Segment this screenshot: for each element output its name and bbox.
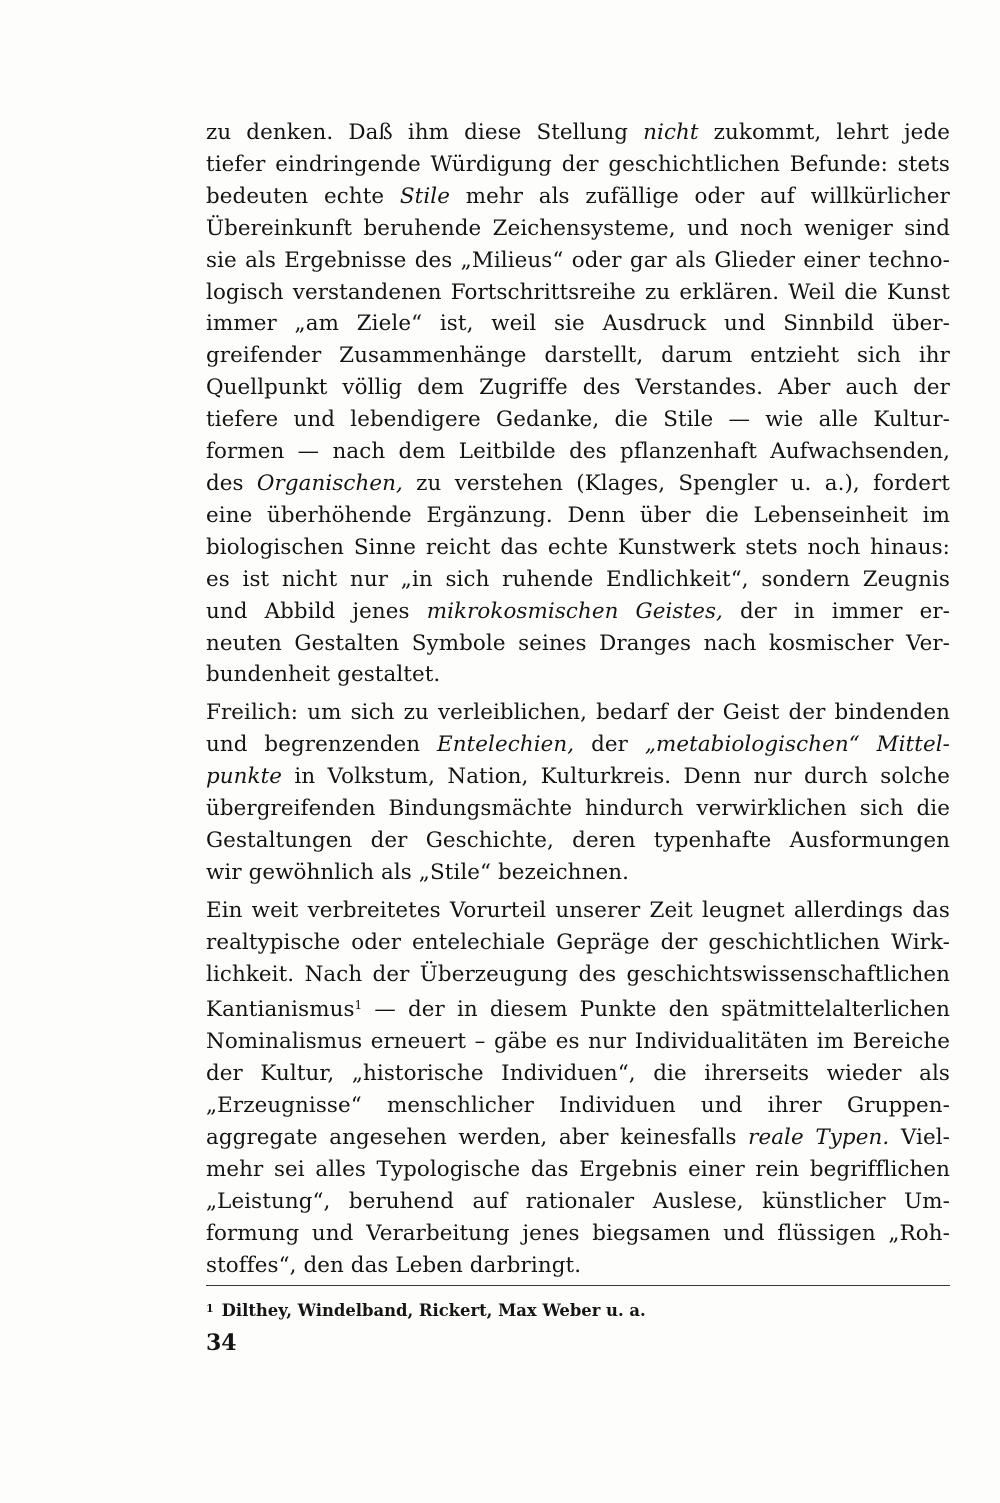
text-line xyxy=(206,793,950,825)
text-segment: in Volkstum, Nation, Kulturkreis. Denn nur durch solche xyxy=(282,764,950,790)
text-segment: Übereinkunft beruhende Zeichensysteme, und noch weniger sind xyxy=(206,215,950,241)
text-segment: formung und Verarbeitung jenes biegsamen und flüssigen „Roh- xyxy=(206,1220,950,1246)
text-line xyxy=(206,308,950,340)
text-line xyxy=(206,990,950,1026)
text-segment: der xyxy=(574,732,645,758)
text-segment: es ist nicht nur „in sich ruhende Endlichkeit“, sondern Zeugnis xyxy=(206,566,950,592)
text-segment: Nominalismus erneuert – gäbe es nur Individualitäten im Bereiche xyxy=(206,1029,950,1055)
text-line xyxy=(206,1186,950,1218)
text-line xyxy=(206,761,950,793)
text-segment: zukommt, lehrt jede xyxy=(698,120,950,145)
text-segment: aggregate angesehen werden, aber keinesfalls xyxy=(206,1125,749,1151)
text-line xyxy=(206,1026,950,1058)
text-segment: sie als Ergebnisse des „Milieus“ oder gar als Glieder einer techno- xyxy=(206,247,950,273)
text-segment: der in immer er- xyxy=(722,598,950,624)
text-segment: Ein weit verbreitetes Vorurteil unserer Zeit leugnet allerdings das xyxy=(206,897,950,923)
text-segment: mehr sei alles Typologische das Ergebnis einer rein begrifflichen xyxy=(206,1157,950,1182)
emphasis-text: reale Typen. xyxy=(748,1125,890,1151)
text-segment: mehr als zufällige oder auf willkürlicher xyxy=(450,183,950,209)
text-segment: Gestaltungen der Geschichte, deren typenhafte Ausformungen xyxy=(206,827,950,853)
text-segment: eine überhöhende Ergänzung. Denn über die Lebenseinheit im xyxy=(206,502,950,528)
footnote xyxy=(206,1297,950,1323)
text-segment: Freilich: um sich zu verleiblichen, bedarf der Geist der bindenden xyxy=(206,700,950,726)
text-line xyxy=(206,895,950,927)
emphasis-text: Entelechien, xyxy=(437,732,575,758)
text-line xyxy=(206,1154,950,1186)
text-line xyxy=(206,697,950,729)
body-text xyxy=(206,117,950,1282)
text-segment: „Erzeugnisse“ menschlicher Individuen und ihrer Gruppen- xyxy=(206,1093,950,1119)
text-segment: neuten Gestalten Symbole seines Dranges nach kosmischer Ver- xyxy=(206,630,950,656)
text-line xyxy=(206,404,950,436)
text-line xyxy=(206,372,950,404)
text-line xyxy=(206,500,950,532)
text-segment: und begrenzenden xyxy=(206,732,438,758)
text-segment: realtypische oder entelechiale Gepräge der geschichtlichen Wirk- xyxy=(206,929,950,955)
page-number: 34 xyxy=(206,1330,237,1356)
footnote-text: Dilthey, Windelband, Rickert, Max Weber u. a. xyxy=(221,1301,646,1320)
text-segment: Kantianismus xyxy=(206,997,355,1023)
text-line xyxy=(206,825,950,857)
emphasis-text: Stile xyxy=(399,183,450,209)
text-line xyxy=(206,927,950,959)
text-segment: Viel- xyxy=(889,1125,950,1151)
paragraph xyxy=(206,895,950,1282)
text-segment: Quellpunkt völlig dem Zugriffe des Verstandes. Aber auch der xyxy=(206,375,950,401)
text-line xyxy=(206,596,950,628)
text-line xyxy=(206,1218,950,1250)
text-line xyxy=(206,959,950,991)
text-segment: zu verstehen (Klages, Spengler u. a.), fordert xyxy=(402,470,950,496)
text-line xyxy=(206,857,950,889)
text-line xyxy=(206,340,950,372)
text-line xyxy=(206,1090,950,1122)
text-segment: lichkeit. Nach der Überzeugung des geschichtswissenschaftlichen xyxy=(206,961,950,987)
emphasis-text: punkte xyxy=(206,764,283,790)
text-segment: formen — nach dem Leitbilde des pflanzenhaft Aufwachsenden, xyxy=(206,439,950,465)
text-line xyxy=(206,1058,950,1090)
text-segment: der Kultur, „historische Individuen“, die ihrerseits wieder als xyxy=(206,1061,950,1087)
text-segment: wir gewöhnlich als „Stile“ bezeichnen. xyxy=(206,859,629,885)
text-segment: — der in diesem Punkte den spätmittelalterlichen xyxy=(362,997,950,1023)
text-line xyxy=(206,729,950,761)
text-segment: tiefer eindringende Würdigung der geschichtlichen Befunde: stets xyxy=(206,151,950,177)
footnote-marker: 1 xyxy=(206,1302,214,1315)
text-segment: bundenheit gestaltet. xyxy=(206,662,441,688)
emphasis-text: Organischen, xyxy=(256,470,403,496)
footnote-reference: 1 xyxy=(354,998,363,1013)
text-line xyxy=(206,436,950,468)
text-segment: logisch verstandenen Fortschrittsreihe zu erklären. Weil die Kunst xyxy=(206,279,950,305)
text-line xyxy=(206,564,950,596)
text-segment: stoffes“, den das Leben darbringt. xyxy=(206,1252,582,1278)
text-segment: „Leistung“, beruhend auf rationaler Auslese, künstlicher Um- xyxy=(206,1188,950,1214)
text-segment: des xyxy=(206,470,257,496)
text-segment: übergreifenden Bindungsmächte hindurch verwirklichen sich die xyxy=(206,796,950,822)
text-segment: biologischen Sinne reicht das echte Kunstwerk stets noch hinaus: xyxy=(206,534,950,560)
text-line xyxy=(206,1122,950,1154)
text-line xyxy=(206,532,950,564)
text-line xyxy=(206,149,950,181)
paragraph xyxy=(206,117,950,691)
text-line xyxy=(206,628,950,660)
text-line xyxy=(206,1250,950,1282)
emphasis-text: mikrokosmischen Geistes, xyxy=(426,598,723,624)
text-line xyxy=(206,468,950,500)
text-line xyxy=(206,213,950,245)
emphasis-text: „metabiologischen“ Mittel- xyxy=(644,732,950,758)
text-segment: tiefere und lebendigere Gedanke, die Stile — wie alle Kultur- xyxy=(206,407,950,433)
footnote-rule xyxy=(206,1285,950,1286)
text-line xyxy=(206,117,950,149)
text-segment: immer „am Ziele“ ist, weil sie Ausdruck und Sinnbild über- xyxy=(206,311,950,337)
text-line xyxy=(206,659,950,691)
emphasis-text: nicht xyxy=(643,120,699,145)
text-segment: greifender Zusammenhänge darstellt, darum entzieht sich ihr xyxy=(206,343,950,369)
text-segment: und Abbild jenes xyxy=(206,598,427,624)
text-segment: zu denken. Daß ihm diese Stellung xyxy=(206,120,644,145)
paragraph xyxy=(206,697,950,888)
text-segment: bedeuten echte xyxy=(206,183,400,209)
text-line xyxy=(206,245,950,277)
text-line xyxy=(206,277,950,309)
text-line xyxy=(206,181,950,213)
